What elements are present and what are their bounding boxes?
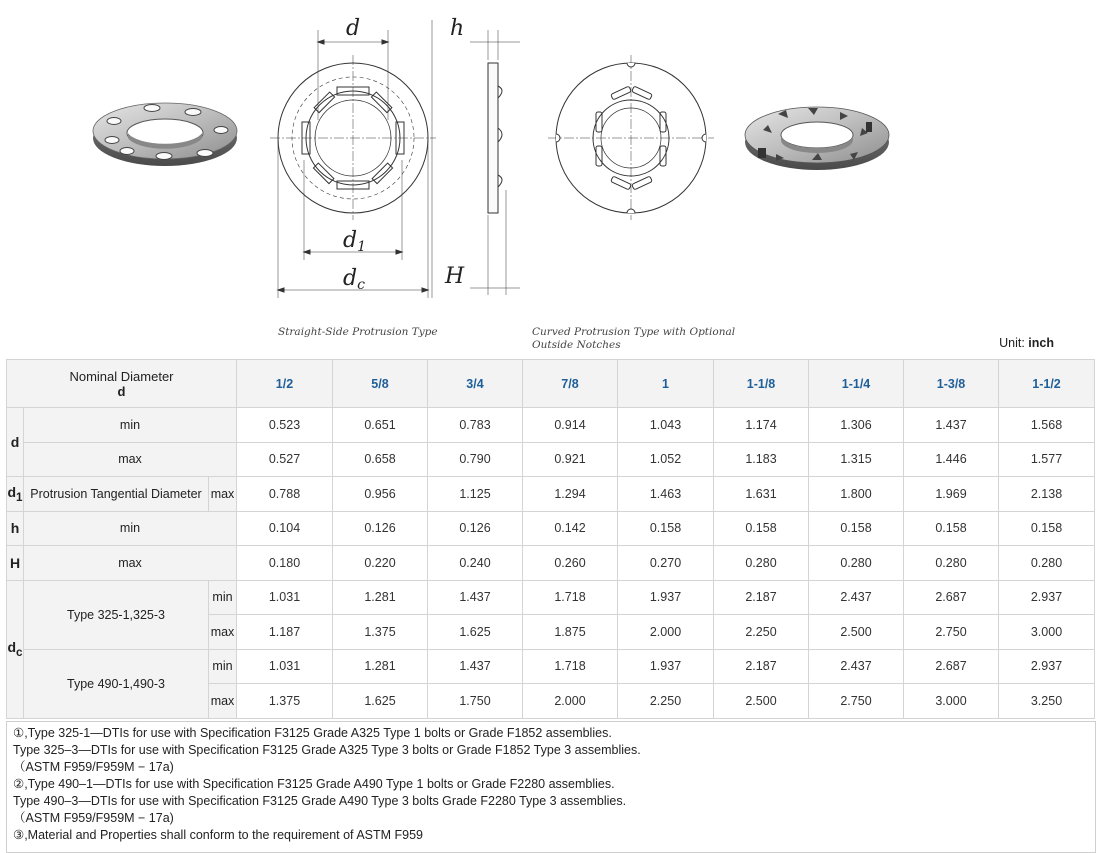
table-cell: 0.658 (333, 442, 428, 477)
table-cell: 3.000 (999, 615, 1095, 650)
unit-label-text: Unit: (999, 336, 1025, 350)
row-label-max: max (209, 684, 237, 719)
table-cell: 0.126 (428, 511, 523, 546)
table-cell: 1.577 (999, 442, 1095, 477)
note-line: （ASTM F959/F959M − 17a) (13, 760, 174, 774)
table-cell: 2.000 (618, 615, 714, 650)
table-cell: 1.437 (428, 580, 523, 615)
table-row (7, 511, 1095, 546)
row-label-protrusion: Protrusion Tangential Diameter (24, 477, 209, 512)
row-label-type490: Type 490-1,490-3 (24, 649, 209, 718)
notes-box (6, 721, 1096, 853)
table-cell: 0.523 (237, 408, 333, 443)
note-line: ①,Type 325-1—DTIs for use with Specification F3125 Grade A325 Type 1 bolts or Grade F1852 assemblies. (13, 726, 612, 740)
table-cell: 2.937 (999, 580, 1095, 615)
table-cell: 2.500 (714, 684, 809, 719)
note-line: （ASTM F959/F959M − 17a) (13, 811, 174, 825)
table-cell: 1.750 (428, 684, 523, 719)
note-line: Type 490–3—DTIs for use with Specification F3125 Grade A490 Type 3 bolts Grade F2280 Type 3 assemblies. (13, 794, 627, 808)
row-symbol-H: H (7, 546, 24, 581)
table-cell: 1.375 (237, 684, 333, 719)
row-label-max: max (24, 546, 237, 581)
table-cell: 0.180 (237, 546, 333, 581)
table-cell: 2.687 (904, 649, 999, 684)
table-cell: 2.437 (809, 580, 904, 615)
table-cell: 1.052 (618, 442, 714, 477)
nominal-diameter-symbol: d (117, 383, 126, 399)
table-cell: 2.187 (714, 649, 809, 684)
table-cell: 1.281 (333, 580, 428, 615)
row-label-type325: Type 325-1,325-3 (24, 580, 209, 649)
table-cell: 1.031 (237, 580, 333, 615)
table-cell: 1.969 (904, 477, 999, 512)
table-cell: 1.631 (714, 477, 809, 512)
technical-drawings (0, 0, 1100, 360)
row-label-min: min (24, 408, 237, 443)
table-cell: 2.937 (999, 649, 1095, 684)
table-cell: 0.240 (428, 546, 523, 581)
side-view (432, 20, 520, 298)
caption-straight: Straight-Side Protrusion Type (278, 326, 438, 338)
spec-table (6, 359, 1095, 719)
table-cell: 2.250 (714, 615, 809, 650)
washer-3d-straight (93, 103, 237, 166)
table-cell: 1.718 (523, 649, 618, 684)
size-header: 1-1/2 (999, 360, 1095, 408)
nominal-diameter-label: Nominal Diameter (69, 368, 174, 384)
unit-value: inch (1028, 336, 1054, 350)
size-header: 1/2 (237, 360, 333, 408)
table-cell: 0.527 (237, 442, 333, 477)
table-cell: 1.043 (618, 408, 714, 443)
table-cell: 3.250 (999, 684, 1095, 719)
note-line: ③,Material and Properties shall conform to the requirement of ASTM F959 (13, 828, 424, 842)
table-cell: 0.220 (333, 546, 428, 581)
table-row (7, 442, 1095, 477)
dim-label-H: H (445, 264, 465, 289)
table-row (7, 649, 1095, 684)
size-header: 7/8 (523, 360, 618, 408)
table-cell: 1.125 (428, 477, 523, 512)
table-cell: 1.437 (428, 649, 523, 684)
row-symbol-d1-sub: 1 (16, 490, 23, 504)
row-label-min: min (209, 649, 237, 684)
table-cell: 2.500 (809, 615, 904, 650)
caption-curved-line2: Outside Notches (532, 339, 621, 351)
row-symbol-d1 (7, 477, 24, 512)
table-cell: 1.446 (904, 442, 999, 477)
table-cell: 1.031 (237, 649, 333, 684)
table-cell: 0.921 (523, 442, 618, 477)
table-cell: 2.750 (809, 684, 904, 719)
row-symbol-dc (7, 580, 24, 718)
table-cell: 0.260 (523, 546, 618, 581)
table-cell: 0.158 (809, 511, 904, 546)
unit-label (999, 336, 1054, 350)
size-header: 1-1/4 (809, 360, 904, 408)
row-label-max: max (24, 442, 237, 477)
table-cell: 2.437 (809, 649, 904, 684)
table-cell: 1.187 (237, 615, 333, 650)
row-symbol-h: h (7, 511, 24, 546)
table-row (7, 408, 1095, 443)
table-cell: 1.800 (809, 477, 904, 512)
table-cell: 0.790 (428, 442, 523, 477)
table-cell: 0.158 (904, 511, 999, 546)
table-cell: 1.437 (904, 408, 999, 443)
table-cell: 0.280 (809, 546, 904, 581)
row-symbol-dc-base: d (7, 639, 17, 656)
front-view-curved (548, 55, 714, 220)
table-cell: 1.718 (523, 580, 618, 615)
caption-curved (532, 326, 735, 352)
size-header: 1-3/8 (904, 360, 999, 408)
table-cell: 0.651 (333, 408, 428, 443)
table-cell: 1.625 (333, 684, 428, 719)
table-cell: 0.914 (523, 408, 618, 443)
dim-label-h: h (450, 16, 465, 41)
dim-label-d1: d1 (343, 228, 367, 255)
table-cell: 2.000 (523, 684, 618, 719)
table-cell: 1.375 (333, 615, 428, 650)
washer-3d-curved (745, 107, 889, 170)
front-view-straight (270, 30, 436, 298)
row-label-max: max (209, 477, 237, 512)
table-cell: 1.315 (809, 442, 904, 477)
caption-curved-line1: Curved Protrusion Type with Optional (532, 326, 736, 338)
table-row (7, 580, 1095, 615)
table-cell: 1.463 (618, 477, 714, 512)
note-line: Type 325–3—DTIs for use with Specification F3125 Grade A325 Type 3 bolts or Grade F1852 Type 3 assemblies. (13, 743, 641, 757)
row-label-min: min (209, 580, 237, 615)
row-label-max: max (209, 615, 237, 650)
table-cell: 0.788 (237, 477, 333, 512)
table-cell: 1.306 (809, 408, 904, 443)
size-header: 1 (618, 360, 714, 408)
table-cell: 3.000 (904, 684, 999, 719)
table-cell: 0.158 (999, 511, 1095, 546)
size-header: 1-1/8 (714, 360, 809, 408)
table-cell: 1.937 (618, 649, 714, 684)
table-cell: 1.568 (999, 408, 1095, 443)
table-cell: 0.783 (428, 408, 523, 443)
dim-label-dc: dc (343, 266, 365, 293)
table-cell: 2.250 (618, 684, 714, 719)
table-cell: 1.875 (523, 615, 618, 650)
table-cell: 0.142 (523, 511, 618, 546)
size-header: 5/8 (333, 360, 428, 408)
dim-label-d: d (345, 16, 361, 41)
table-cell: 0.158 (618, 511, 714, 546)
table-cell: 0.280 (714, 546, 809, 581)
header-row (7, 360, 1095, 408)
row-symbol-dc-sub: c (16, 645, 23, 659)
table-cell: 1.174 (714, 408, 809, 443)
note-line: ②,Type 490–1—DTIs for use with Specification F3125 Grade A490 Type 1 bolts or Grade F2280 assemblies. (13, 777, 615, 791)
table-row (7, 477, 1095, 512)
table-cell: 0.126 (333, 511, 428, 546)
table-cell: 2.687 (904, 580, 999, 615)
table-cell: 1.625 (428, 615, 523, 650)
row-label-min: min (24, 511, 237, 546)
table-cell: 1.183 (714, 442, 809, 477)
table-row (7, 546, 1095, 581)
table-cell: 2.187 (714, 580, 809, 615)
table-cell: 0.956 (333, 477, 428, 512)
table-cell: 1.281 (333, 649, 428, 684)
table-cell: 2.138 (999, 477, 1095, 512)
table-cell: 0.280 (904, 546, 999, 581)
table-cell: 1.294 (523, 477, 618, 512)
row-symbol-d: d (7, 408, 24, 477)
nominal-diameter-header (7, 360, 237, 408)
table-cell: 1.937 (618, 580, 714, 615)
table-cell: 0.270 (618, 546, 714, 581)
size-header: 3/4 (428, 360, 523, 408)
table-cell: 2.750 (904, 615, 999, 650)
table-cell: 0.104 (237, 511, 333, 546)
row-symbol-d1-base: d (7, 483, 17, 500)
table-cell: 0.280 (999, 546, 1095, 581)
table-cell: 0.158 (714, 511, 809, 546)
